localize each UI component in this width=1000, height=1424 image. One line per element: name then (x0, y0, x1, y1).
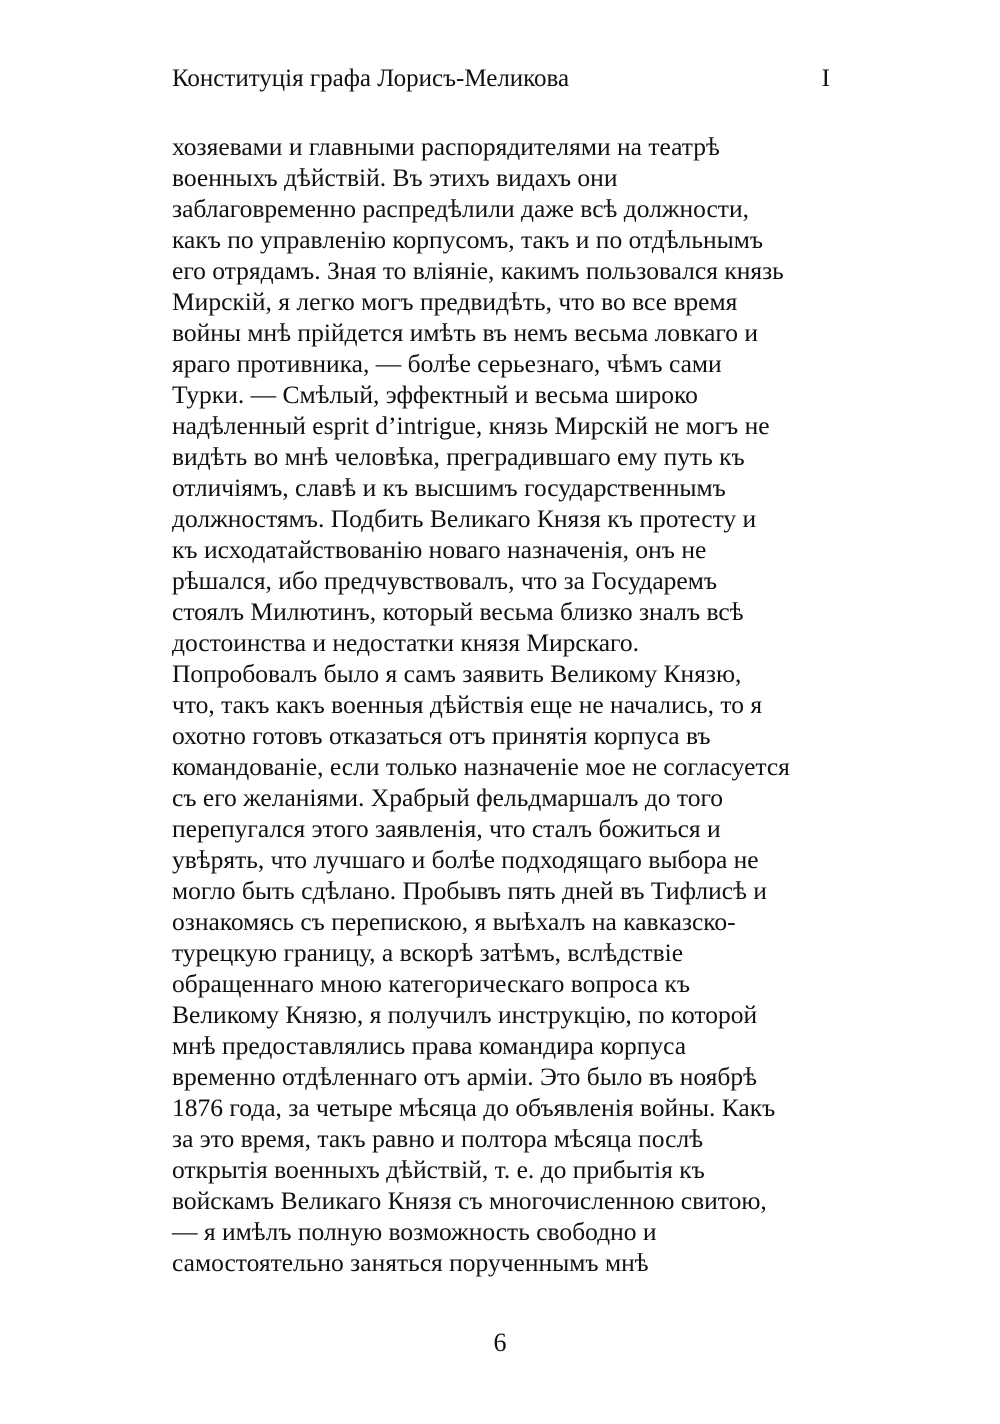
text-line: турецкую границу, а вскорѣ затѣмъ, вслѣдствіе (172, 938, 684, 967)
text-line: какъ по управленію корпусомъ, такъ и по отдѣльнымъ (172, 225, 764, 254)
text-line: командованіе, если только назначеніе мое не согласуется (172, 752, 790, 781)
text-line: Турки. — Смѣлый, эффектный и весьма широко (172, 380, 698, 409)
text-line: стоялъ Милютинъ, который весьма близко зналъ всѣ (172, 597, 744, 626)
page-number: 6 (493, 1328, 507, 1357)
text-line: могло быть сдѣлано. Пробывъ пять дней въ Тифлисѣ и (172, 876, 767, 905)
text-line: временно отдѣленнаго отъ арміи. Это было въ ноябрѣ (172, 1062, 757, 1091)
text-line: войскамъ Великаго Князя съ многочисленною свитою, (172, 1186, 767, 1215)
text-line: что, такъ какъ военныя дѣйствія еще не начались, то я (172, 690, 763, 719)
text-line: ознакомясь съ перепискою, я выѣхалъ на кавказско- (172, 907, 736, 936)
text-line: съ его желаніями. Храбрый фельдмаршалъ до того (172, 783, 724, 812)
text-line: Мирскій, я легко могъ предвидѣть, что во все время (172, 287, 738, 316)
text-line: увѣрять, что лучшаго и болѣе подходящаго выбора не (172, 845, 759, 874)
running-header (172, 62, 830, 102)
section-number: I (821, 65, 830, 92)
text-line: открытія военныхъ дѣйствій, т. е. до прибытія къ (172, 1155, 705, 1184)
text-line: обращеннаго мною категорическаго вопроса къ (172, 969, 691, 998)
text-line: надѣленный esprit d’intrigue, князь Мирскій не могъ не (172, 411, 770, 440)
text-line: рѣшался, ибо предчувствовалъ, что за Государемъ (172, 566, 718, 595)
text-line: хозяевами и главными распорядителями на театрѣ (172, 132, 720, 161)
text-line: войны мнѣ прійдется имѣть въ немъ весьма ловкаго и (172, 318, 759, 347)
text-line: военныхъ дѣйствій. Въ этихъ видахъ они (172, 163, 618, 192)
text-line: заблаговременно распредѣлили даже всѣ должности, (172, 194, 749, 223)
text-line: перепугался этого заявленія, что сталъ божиться и (172, 814, 721, 843)
running-title: Конституція графа Лорисъ-Меликова (172, 65, 570, 92)
text-line: къ исходатайствованію новаго назначенія, онъ не (172, 535, 707, 564)
text-line: охотно готовъ отказаться отъ принятія корпуса въ (172, 721, 711, 750)
text-line: 1876 года, за четыре мѣсяца до объявленія войны. Какъ (172, 1093, 776, 1122)
text-line: мнѣ предоставлялись права командира корпуса (172, 1031, 687, 1060)
text-line: за это время, такъ равно и полтора мѣсяца послѣ (172, 1124, 704, 1153)
text-line: Великому Князю, я получилъ инструкцію, по которой (172, 1000, 758, 1029)
body-text (172, 131, 830, 1278)
text-line: должностямъ. Подбить Великаго Князя къ протесту и (172, 504, 757, 533)
text-line: яраго противника, — болѣе серьезнаго, чѣмъ сами (172, 349, 722, 378)
text-line: отличіямъ, славѣ и къ высшимъ государственнымъ (172, 473, 726, 502)
text-line: достоинства и недостатки князя Мирскаго. (172, 628, 639, 657)
text-line: самостоятельно заняться порученнымъ мнѣ (172, 1248, 649, 1277)
text-line: — я имѣлъ полную возможность свободно и (172, 1217, 657, 1246)
text-line: видѣть во мнѣ человѣка, преградившаго ему путь къ (172, 442, 745, 471)
text-line: его отрядамъ. Зная то вліяніе, какимъ пользовался князь (172, 256, 784, 285)
text-line: Попробовалъ было я самъ заявить Великому Князю, (172, 659, 742, 688)
